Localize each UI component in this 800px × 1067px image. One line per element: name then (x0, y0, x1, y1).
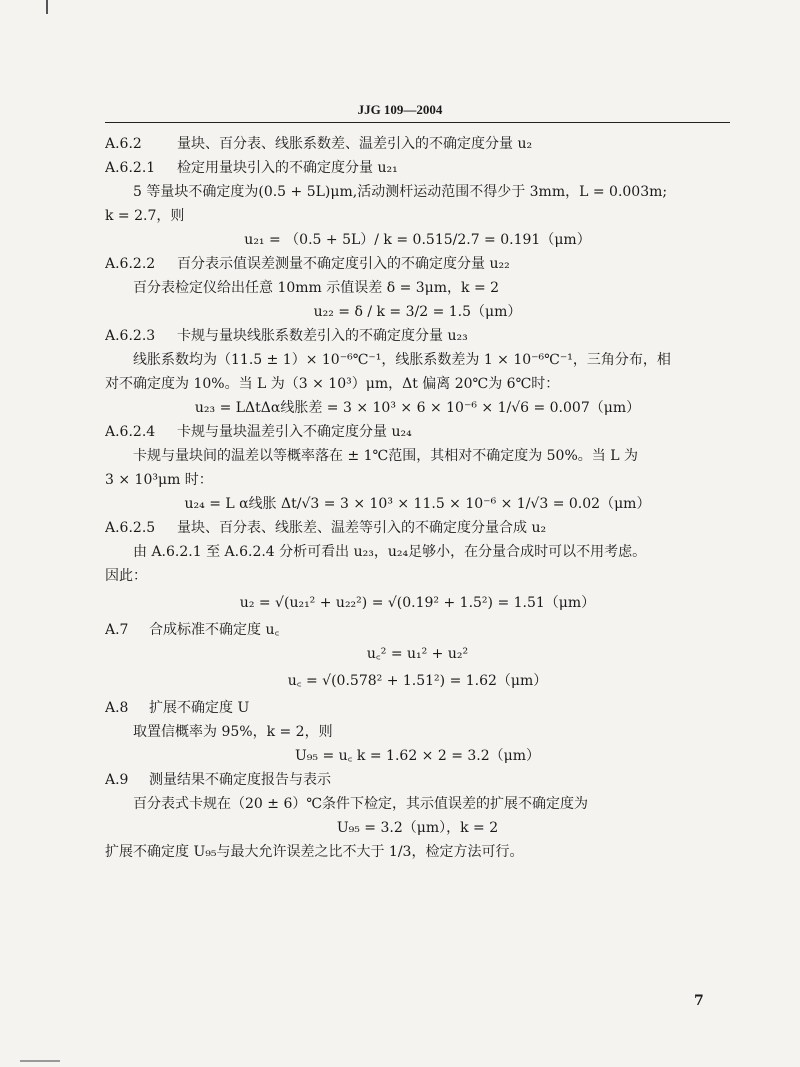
formula-line (105, 228, 730, 252)
line-text: 测量结果不确定度报告与表示 (149, 772, 331, 788)
section-number: A.7 (105, 622, 129, 638)
line-text: 扩展不确定度 U (149, 700, 250, 716)
section-heading (105, 768, 730, 792)
scan-edge-mark (20, 1060, 60, 1062)
page-header-title: JJG 109—2004 (357, 102, 443, 117)
line-text: 扩展不确定度 U₉₅与最大允许误差之比不大于 1/3，检定方法可行。 (105, 844, 524, 860)
formula-line (105, 642, 730, 666)
section-number: A.6.2 (105, 136, 142, 152)
text-line (105, 564, 730, 588)
section-heading (105, 516, 730, 540)
text-line (105, 444, 730, 468)
line-text: 量块、百分表、线胀差、温差等引入的不确定度分量合成 u₂ (177, 520, 547, 536)
text-line (105, 372, 730, 396)
formula-line (105, 588, 730, 618)
text-line (105, 276, 730, 300)
line-text: u₂ = √(u₂₁² + u₂₂²) = √(0.19² + 1.5²) = 1.51（μm） (239, 595, 596, 611)
line-text: 百分表检定仪给出任意 10mm 示值误差 δ = 3μm，k = 2 (133, 280, 500, 296)
line-text: 3 × 10³μm 时： (105, 472, 213, 488)
formula-line (105, 816, 730, 840)
line-text: 由 A.6.2.1 至 A.6.2.4 分析可看出 u₂₃，u₂₄足够小，在分量合成时可以不用考虑。 (133, 544, 647, 560)
line-text: 5 等量块不确定度为(0.5 + 5L)μm,活动测杆运动范围不得少于 3mm，L = 0.003m; (133, 184, 668, 200)
formula-line (105, 666, 730, 696)
text-line (105, 792, 730, 816)
line-text: 因此： (105, 568, 147, 584)
section-heading (105, 324, 730, 348)
line-text: u₂₂ = δ / k = 3/2 = 1.5（μm） (313, 304, 522, 320)
line-text: U₉₅ = u꜀ k = 1.62 × 2 = 3.2（μm） (294, 748, 541, 764)
section-number: A.6.2.3 (105, 328, 156, 344)
line-text: 线胀系数均为（11.5 ± 1）× 10⁻⁶℃⁻¹，线胀系数差为 1 × 10⁻⁶℃⁻¹，三角分布，相 (133, 352, 671, 368)
section-number: A.6.2.1 (105, 160, 156, 176)
line-text: u₂₄ = L α线胀 Δt/√3 = 3 × 10³ × 11.5 × 10⁻⁶ × 1/√3 = 0.02（μm） (184, 496, 651, 512)
text-line (105, 840, 730, 864)
line-text: 百分表示值误差测量不确定度引入的不确定度分量 u₂₂ (177, 256, 510, 272)
section-heading (105, 618, 730, 642)
section-number: A.6.2.5 (105, 520, 156, 536)
section-number: A.9 (105, 772, 129, 788)
formula-line (105, 396, 730, 420)
section-heading (105, 156, 730, 180)
line-text: 合成标准不确定度 u꜀ (149, 622, 280, 638)
text-line (105, 540, 730, 564)
line-text: u₂₁ = （0.5 + 5L）/ k = 0.515/2.7 = 0.191（μm） (244, 232, 591, 248)
section-heading (105, 252, 730, 276)
line-text: u₂₃ = LΔtΔα线胀差 = 3 × 10³ × 6 × 10⁻⁶ × 1/√6 = 0.007（μm） (194, 400, 641, 416)
line-text: 卡规与量块线胀系数差引入的不确定度分量 u₂₃ (177, 328, 468, 344)
formula-line (105, 492, 730, 516)
text-line (105, 720, 730, 744)
text-line (105, 468, 730, 492)
line-text: k = 2.7，则 (105, 208, 185, 224)
section-heading (105, 696, 730, 720)
section-number: A.8 (105, 700, 129, 716)
line-text: 取置信概率为 95%，k = 2，则 (133, 724, 333, 740)
text-line (105, 180, 730, 204)
text-line (105, 348, 730, 372)
line-text: 量块、百分表、线胀系数差、温差引入的不确定度分量 u₂ (177, 136, 533, 152)
section-heading (105, 420, 730, 444)
section-number: A.6.2.4 (105, 424, 156, 440)
line-text: u꜀ = √(0.578² + 1.51²) = 1.62（μm） (287, 673, 548, 689)
header-rule (105, 122, 730, 123)
line-text: 卡规与量块间的温差以等概率落在 ± 1℃范围，其相对不确定度为 50%。当 L 为 (133, 448, 638, 464)
line-text: 对不确定度为 10%。当 L 为（3 × 10³）μm，Δt 偏离 20℃为 6℃时： (105, 376, 560, 392)
line-text: u꜀² = u₁² + u₂² (366, 646, 469, 662)
formula-line (105, 300, 730, 324)
line-text: 卡规与量块温差引入不确定度分量 u₂₄ (177, 424, 412, 440)
page-number: 7 (694, 993, 704, 1009)
document-body (105, 132, 730, 864)
text-line (105, 204, 730, 228)
formula-line (105, 744, 730, 768)
section-number: A.6.2.2 (105, 256, 156, 272)
line-text: U₉₅ = 3.2（μm），k = 2 (336, 820, 499, 836)
section-heading (105, 132, 730, 156)
line-text: 检定用量块引入的不确定度分量 u₂₁ (177, 160, 398, 176)
line-text: 百分表式卡规在（20 ± 6）℃条件下检定，其示值误差的扩展不确定度为 (133, 796, 589, 812)
scan-edge-mark (46, 0, 48, 14)
